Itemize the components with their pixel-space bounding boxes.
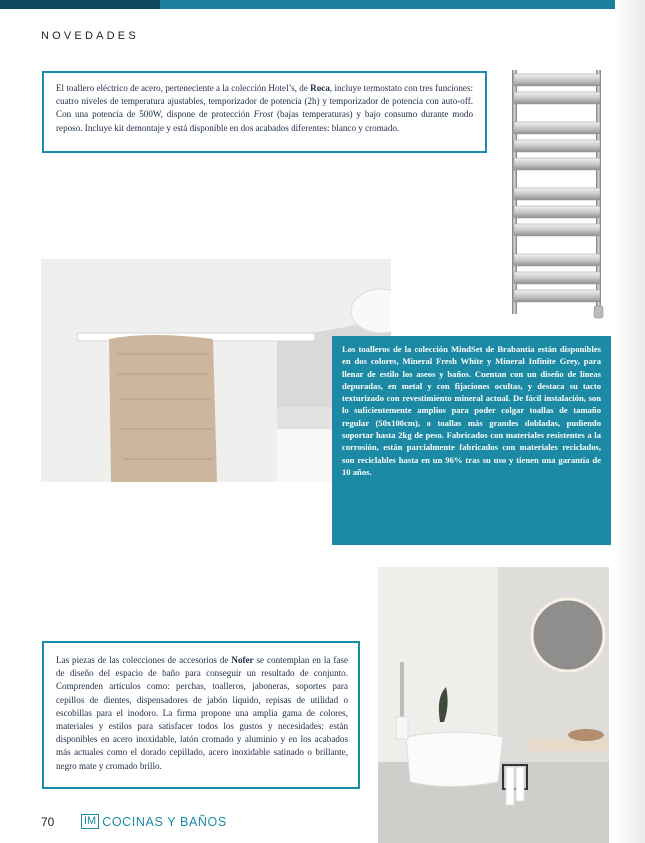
page-number: 70 [41,815,55,829]
brabantia-text-box [332,336,611,545]
nofer-text-box [42,641,360,789]
top-color-bar [0,0,645,9]
nofer-text-2: se contemplan en la fase de diseño del espacio de baño para conseguir un resultado de conjunto. Comprenden artículos como: perchas, toalleros, jaboneras, soportes para cepillos de dientes, dispensadores de jabón líquido, repisas de utilidad o escobillas para el inodoro. La firma propone una amplia gama de colores, materiales y estilos para satisfacer todos los gustos y necesidades: están disponibles en acero inoxidable, latón cromado y aluminio y en los acabados más actuales como el dorado cepillado, acero inoxidable satinado o brillante, negro mate y cromado brillo. [56,655,348,771]
roca-frost: Frost [253,109,274,120]
magazine-logo [81,814,227,829]
towel-radiator-image [502,66,607,324]
roca-text-2: , incluye termostato con tres funciones: cuatro niveles de temperatura ajustables, temporizador de potencia (2h) y temporizador de potencia con auto-off. Con una potencia de 500W, dispone de protección [56,83,474,120]
top-color-bar-dark [0,0,160,9]
roca-text-1: El toallero eléctrico de acero, perteneciente a la colección Hotel’s, de [56,83,311,93]
nofer-brand: Nofer [231,655,254,665]
roca-brand: Roca [310,83,330,93]
roca-text-3: (bajas temperaturas) y bajo consumo durante modo reposo. Incluye kit demontaje y está disponible en dos acabados diferentes: blanco y cromado. [56,109,473,133]
bathroom-photo [378,567,609,843]
section-title: NOVEDADES [41,30,139,42]
magazine-name: COCINAS Y BAÑOS [102,814,227,829]
brabantia-brand: Brabantia [497,344,535,354]
logo-mark: IM [81,814,99,829]
brabantia-text-1: Los toalleros de la colección MindSet de [342,344,498,354]
brabantia-text-2: están disponibles en dos colores, Mineral Fresh White y Mineral Infinite Grey, para llenar de estilo los aseos y baños. Cuentan con un diseño de líneas depuradas, en metal y con fijaciones ocultas, y destaca su tacto texturizado con revestimiento mineral actual. De fácil instalación, son lo suficientemente amplios para poder colgar toallas de tamaño regular (50x100cm), o toallas más grandes dobladas, pudiendo soportar hasta 2kg de peso. Fabricados con materiales resistentes a la corrosión, están parcialmente fabricados con materiales reciclados, son reciclables hasta en un 96% tras su uso y tienen una garantía de 10 años. [342,344,601,477]
nofer-text-1: Las piezas de las colecciones de accesorios de [56,655,232,665]
page-spine-shadow [615,0,645,843]
roca-text-box [42,71,487,153]
